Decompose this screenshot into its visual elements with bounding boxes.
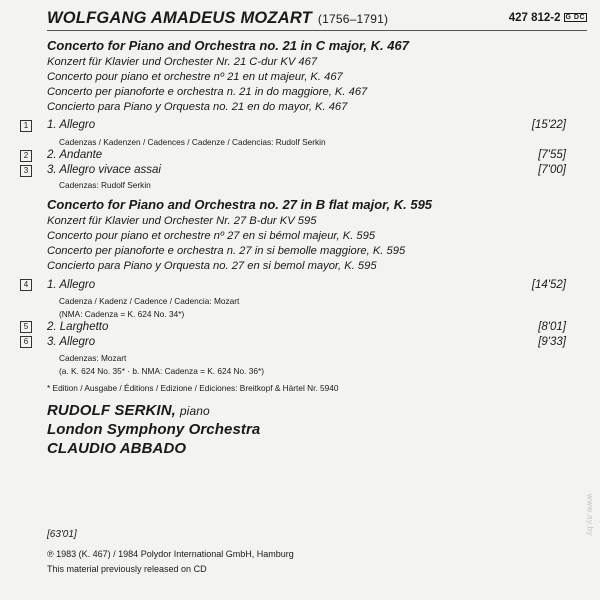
track-note: Cadenzas / Kadenzen / Cadences / Cadenze / Cadencias: Rudolf Serkin [59,137,326,147]
track-number-box: 3 [20,165,32,177]
track-number-box: 2 [20,150,32,162]
track-duration: [9'33] [538,336,566,348]
track-title: 2. Larghetto [47,321,109,333]
track-note: Cadenzas: Mozart [59,353,127,363]
track-title: 2. Andante [47,149,103,161]
edition-footnote: * Edition / Ausgabe / Éditions / Edizione / Ediciones: Breitkopf & Härtel Nr. 5940 [47,383,339,393]
work-alt-title: Concierto para Piano y Orquesta no. 21 en do mayor, K. 467 [47,101,348,113]
performer-name: RUDOLF SERKIN, [47,402,176,419]
composer-dates: (1756–1791) [317,12,389,26]
catalog-number [509,12,587,24]
track-note: (a. K. 624 No. 35* · b. NMA: Cadenza = K. 624 No. 36*) [59,366,264,376]
track-note: Cadenza / Kadenz / Cadence / Cadencia: Mozart [59,296,240,306]
track-note: Cadenzas: Rudolf Serkin [59,180,151,190]
composer-label: WOLFGANG AMADEUS MOZART [47,9,312,27]
track-duration: [8'01] [538,321,566,333]
track-title: 3. Allegro [47,336,96,348]
watermark-text: www.ay.by [585,493,595,537]
track-duration: [15'22] [531,119,566,131]
track-duration: [7'55] [538,149,566,161]
header-divider [47,30,587,31]
track-duration: [7'00] [538,164,566,176]
track-title: 1. Allegro [47,119,96,131]
work-alt-title: Concerto pour piano et orchestre nº 27 en si bémol majeur, K. 595 [47,230,376,242]
performer-role: piano [179,404,210,418]
track-note: (NMA: Cadenza = K. 624 No. 34*) [59,309,185,319]
work-alt-title: Concerto pour piano et orchestre nº 21 en ut majeur, K. 467 [47,71,343,83]
format-badge: G DC [565,14,585,21]
track-title: 3. Allegro vivace assai [47,164,161,176]
work-alt-title: Concerto per pianoforte e orchestra n. 27 in si bemolle maggiore, K. 595 [47,245,406,257]
watermark [585,440,595,590]
release-note: This material previously released on CD [47,564,207,574]
total-duration: [63'01] [47,529,77,540]
track-number-box: 1 [20,120,32,132]
track-duration: [14'52] [531,279,566,291]
composer-name [47,9,388,28]
header [47,9,587,31]
work-alt-title: Concerto per pianoforte e orchestra n. 21 in do maggiore, K. 467 [47,86,368,98]
work-title: Concerto for Piano and Orchestra no. 27 in B flat major, K. 595 [47,197,433,212]
work-alt-title: Concierto para Piano y Orquesta no. 27 en si bemol mayor, K. 595 [47,260,377,272]
copyright-line: ℗ 1983 (K. 467) / 1984 Polydor International GmbH, Hamburg [47,549,294,559]
catalog-number-text: 427 812-2 [508,12,561,24]
work-alt-title: Konzert für Klavier und Orchester Nr. 27 B-dur KV 595 [47,215,317,227]
track-number-box: 5 [20,321,32,333]
performer-orchestra: London Symphony Orchestra [47,421,261,438]
work-title: Concerto for Piano and Orchestra no. 21 in C major, K. 467 [47,38,409,53]
performer-conductor: CLAUDIO ABBADO [47,440,187,457]
track-number-box: 4 [20,279,32,291]
work-alt-title: Konzert für Klavier und Orchester Nr. 21 C-dur KV 467 [47,56,318,68]
track-number-box: 6 [20,336,32,348]
track-title: 1. Allegro [47,279,96,291]
performer-soloist [47,402,210,419]
